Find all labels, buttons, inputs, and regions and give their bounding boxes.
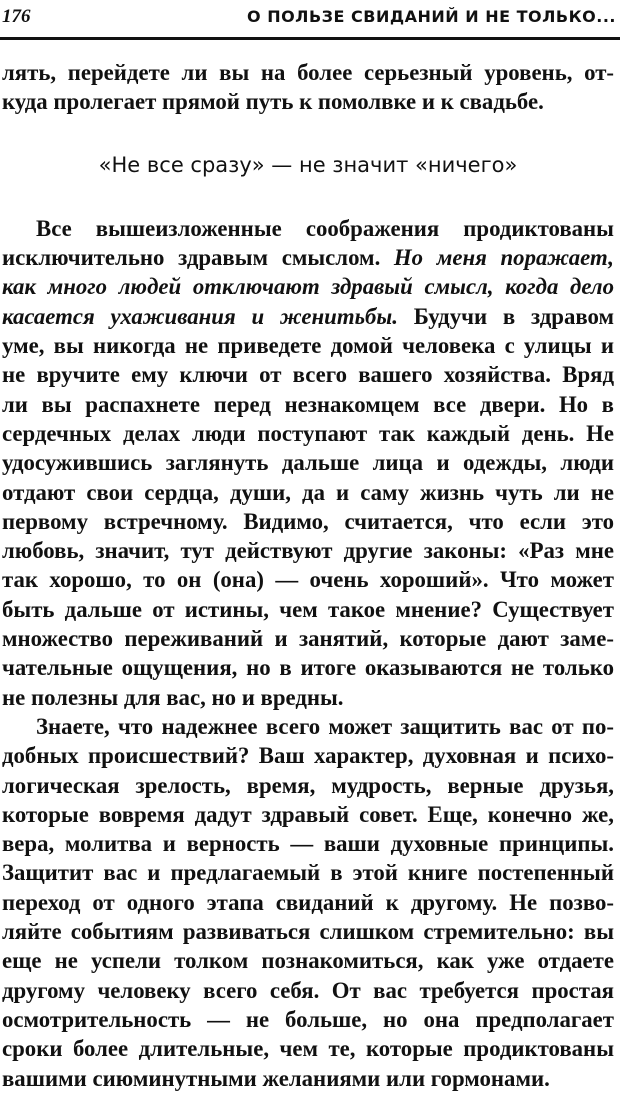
running-title: О ПОЛЬЗЕ СВИДАНИЙ И НЕ ТОЛЬКО... xyxy=(247,7,616,26)
section-subheading: «Не все сразу» — не значит «ничего» xyxy=(98,152,518,177)
text-line xyxy=(2,243,614,272)
text-line: Все вышеизложенные соображения продиктованы xyxy=(36,215,614,241)
text-line: Знаете, что надежнее всего может защитить вас от по- xyxy=(36,713,614,739)
text-line: вашими сиюминутными желаниями или гормонами. xyxy=(2,1065,550,1091)
text-line: ляйте событиям развиваться слишком стремительно: вы xyxy=(2,919,614,945)
running-header xyxy=(0,0,620,40)
text-line: первому встречному. Видимо, считается, что если это xyxy=(2,508,614,534)
text-line: лять, перейдете ли вы на более серьезный уровень, от- xyxy=(2,60,614,85)
text-line: вера, молитва и верность — ваши духовные принципы. xyxy=(2,831,614,857)
text-line: логическая зрелость, время, мудрость, верные друзья, xyxy=(2,772,614,798)
text-line: отдают свои сердца, души, да и саму жизнь чуть ли не xyxy=(2,479,614,505)
text-line: другому человеку всего себя. От вас требуется простая xyxy=(2,977,614,1003)
text-line: любовь, значит, тут действуют другие законы: «Раз мне xyxy=(2,538,614,564)
italic-emphasis: касается ухаживания и женитьбы. xyxy=(2,303,398,329)
text-line xyxy=(2,302,614,331)
text-line: чательные ощущения, но в итоге оказываются не только xyxy=(2,655,614,681)
text-line: так хорошо, то он (она) — очень хороший». Что может xyxy=(2,567,614,593)
text-line: еще не успели толком познакомиться, как уже отдаете xyxy=(2,948,614,974)
page-number: 176 xyxy=(2,6,31,27)
text-line: добных происшествий? Ваш характер, духовная и психо- xyxy=(2,743,614,769)
text-line: не вручите ему ключи от всего вашего хозяйства. Вряд xyxy=(2,362,614,388)
text-run: Будучи в здравом xyxy=(397,303,614,329)
text-line: сроки более длительные, чем те, которые продиктованы xyxy=(2,1036,614,1062)
text-line: Защитит вас и предлагаемый в этой книге постепенный xyxy=(2,860,614,886)
italic-emphasis-line: как много людей отключают здравый смысл, когда дело xyxy=(2,274,614,300)
text-line: переход от одного этапа свиданий к другому. Не позво- xyxy=(2,889,614,915)
text-line: сердечных делах люди поступают так каждый день. Не xyxy=(2,420,614,446)
text-line: не полезны для вас, но и вредны. xyxy=(2,684,344,710)
text-line: осмотрительность — не больше, но она предполагает xyxy=(2,1006,614,1032)
text-line: удосужившись заглянуть дальше лица и одежды, люди xyxy=(2,450,614,476)
text-line: множество переживаний и занятий, которые дают заме- xyxy=(2,626,614,652)
italic-emphasis: Но меня поражает, xyxy=(393,245,614,271)
text-line: уме, вы никогда не приведете домой человека с улицы и xyxy=(2,333,614,359)
text-line: ли вы распахнете перед незнакомцем все двери. Но в xyxy=(2,391,614,417)
text-line: которые вовремя дадут здравый совет. Еще, конечно же, xyxy=(2,801,614,827)
text-line: куда пролегает прямой путь к помолвке и к свадьбе. xyxy=(2,89,544,115)
text-line: быть дальше от истины, чем такое мнение? Существует xyxy=(2,596,614,622)
text-run: исключительно здравым смыслом. xyxy=(2,245,394,271)
body-text xyxy=(2,58,614,1093)
